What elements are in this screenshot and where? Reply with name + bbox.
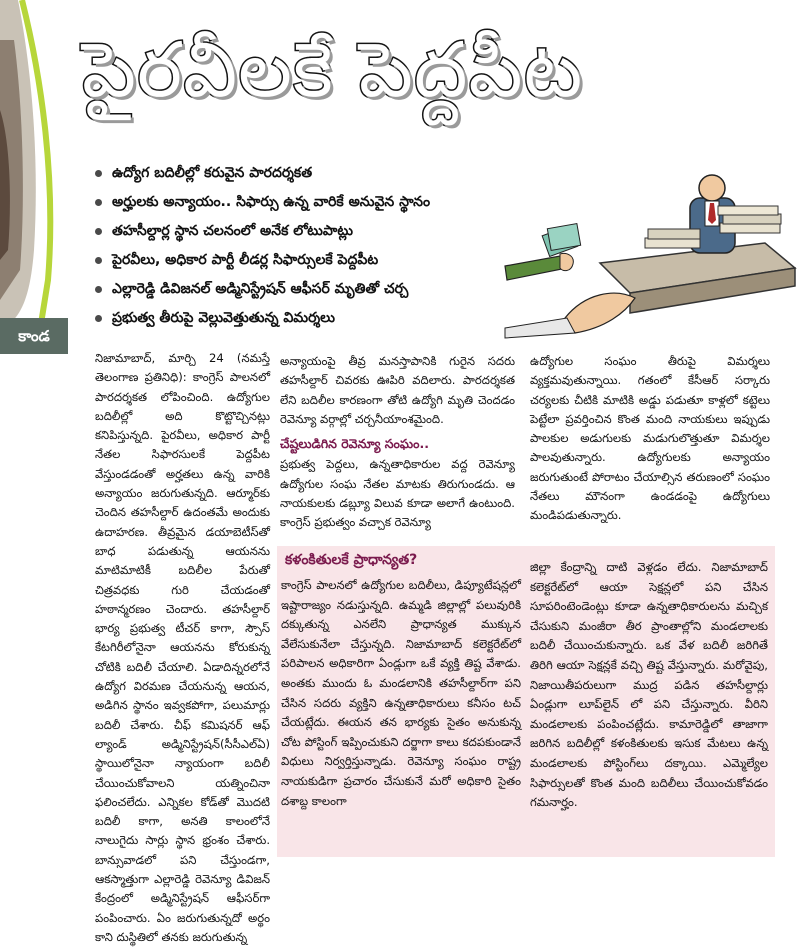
article-column-3 bbox=[530, 352, 770, 526]
paragraph: జిల్లా కేంద్రాన్ని దాటి వెళ్లడం లేదు. నిజామాబాద్ కలెక్టరేట్‌లో ఆయా సెక్షన్లలో పని చేసిన సూపరింటెండెంట్లు కూడా ఉన్నతాధికారులను మచ్చిక చేసుకుని మంజీరా తీర ప్రాంతాల్లోని మండలాలకు బదిలీ చేయించుకున్నారు. ఒక వేళ బదిలీ జరిగితే తిరిగి ఆయా సెక్షన్లకే వచ్చి తిష్ట వేస్తున్నారు. మరోవైపు, నిజాయితీపరులుగా ముద్ర పడిన తహసీల్దార్లు ఏండ్లుగా లూప్‌లైన్ లో పని చేస్తున్నారు. వీరిని మండలాలకు పంపించట్లేదు. కామారెడ్డిలో తాజాగా జరిగిన బదిలీల్లో కళంకితులకు ఇసుక మేటలు ఉన్న మండలాలకు పోస్టింగ్‌లు దక్కాయి. ఎమ్మెల్యేల సిఫార్సులతో కొంత మంది బదిలీలు చేయించుకోవడం గమనార్హం. bbox=[530, 560, 768, 810]
headline: పైరవీలకే పెద్దపీట bbox=[82, 25, 584, 114]
paragraph: నిజామాబాద్, మార్చి 24 (నమస్తే తెలంగాణ ప్రతినిధి): కాంగ్రెస్ పాలనలో పారదర్శకత లోపించింది. ఉద్యోగుల బదిలీల్లో అది కొట్టొచ్చినట్లు కనిపిస్తున్నది. పైరవీలు, అధికార పార్టీ నేతల సిఫారసులకే పెద్దపీట వేస్తుండడంతో అర్హతలు ఉన్న వారికి అన్యాయం జరుగుతున్నది. ఆర్మూర్‌కు చెందిన తహసీల్దార్ ఉదంతమే అందుకు ఉదాహరణ. తీవ్రమైన డయాబెటీస్‌తో బాధ పడుతున్న ఆయనను మాటిమాటికీ బదిలీల పేరుతో చిత్రవధకు గురి చేయడంతో హఠాన్మరణం చెందారు. తహసీల్దార్ భార్య ప్రభుత్వ టీచర్ కాగా, స్పౌస్ కేటగిరీలోనైనా ఆయనను కోరుకున్న చోటికి బదిలీ చేయాలి. ఏడాదిన్నరలోనే ఉద్యోగ విరమణ చేయనున్న ఆయన, అడిగిన స్థానం ఇవ్వకపోగా, పలుమార్లు బదిలీ చేశారు. చీఫ్ కమిషనర్ ఆఫ్ ల్యాండ్ అడ్మినిస్ట్రేషన్(సీసీఎల్ఏ) స్థాయిలోనైనా న్యాయంగా బదిలీ చేయించుకోవాలని యత్నించినా ఫలించలేదు. ఎన్నికల కోడ్‌తో మొదటి బదిలీ కాగా, అనతి కాలంలోనే నాలుగైదు సార్లు స్థాన భ్రంశం చేశారు. బాన్సువాడలో పని చేస్తుండగా, ఆకస్మాత్తుగా ఎల్లారెడ్డి రెవెన్యూ డివిజన్ కేంద్రంలో అడ్మినిస్ట్రేషన్ ఆఫీసర్‌గా పంపించారు. ఏం జరుగుతున్నదో అర్థం కాని దుస్థితిలో తనకు జరుగుతున్న bbox=[95, 351, 270, 944]
left-photo-strip bbox=[0, 0, 70, 330]
bullet-dot-icon bbox=[95, 170, 102, 177]
box-column-1 bbox=[281, 576, 521, 811]
sidebar-box bbox=[277, 546, 775, 857]
article-column-2 bbox=[280, 352, 515, 533]
bullet-item: పైరవీలు, అధికార పార్టీ లీడర్ల సిఫార్సులకే పెద్దపీట bbox=[95, 246, 510, 275]
paragraph: అన్యాయంపై తీవ్ర మనస్తాపానికి గురైన సదరు తహసీల్దార్ చివరకు ఊపిరి వదిలారు. పారదర్శకత లేని బదిలీల కారణంగా తోటి ఉద్యోగి మృతి చెందడం రెవెన్యూ వర్గాల్లో చర్చనీయాంశమైంది. bbox=[280, 354, 515, 426]
bullet-item: ప్రభుత్వ తీరుపై వెల్లువెత్తుతున్న విమర్శలు bbox=[95, 304, 510, 333]
article-column-1 bbox=[95, 349, 270, 947]
section-subheading: చేష్టలుడిగిన రెవెన్యూ సంఘం.. bbox=[280, 436, 429, 452]
paragraph: ప్రభుత్వ పెద్దలు, ఉన్నతాధికారుల వద్ద రెవెన్యూ ఉద్యోగుల సంఘ నేతల మాటకు తిరుగుండదు. ఆ నాయకులకు డబ్ల్యూ విలువ కూడా అలాగే ఉంటుంది. కాంగ్రెస్ ప్రభుత్వం వచ్చాక రెవెన్యూ bbox=[280, 457, 515, 530]
box-subheading: కళంకితులకే ప్రాధాన్యత? bbox=[285, 552, 418, 568]
box-column-2 bbox=[530, 558, 768, 813]
bullet-item: ఉద్యోగ బదిలీల్లో కరువైన పారదర్శకత bbox=[95, 159, 510, 188]
bullet-item: తహసీల్దార్ల స్థాన చలనంలో అనేక లోటుపాట్లు bbox=[95, 217, 510, 246]
bullet-dot-icon bbox=[95, 228, 102, 235]
bullet-item: అర్హులకు అన్యాయం.. సిఫార్సు ఉన్న వారికే అనువైన స్థానం bbox=[95, 188, 510, 217]
bullet-dot-icon bbox=[95, 199, 102, 206]
bullet-list bbox=[95, 159, 510, 333]
bullet-item: ఎల్లారెడ్డి డివిజనల్ అడ్మినిస్ట్రేషన్ ఆఫీసర్ మృతితో చర్చ bbox=[95, 275, 510, 304]
paragraph: ఉద్యోగుల సంఘం తీరుపై విమర్శలు వ్యక్తమవుతున్నాయి. గతంలో కేసీఆర్ సర్కారు చర్యలకు చీటికి మాటికి అడ్డు పడుతూ కాళ్లలో కట్టెలు పెట్టేలా ప్రవర్తించిన కొంత మంది నాయకులు ఇప్పుడు పాలకుల అడుగులకు మడుగులొత్తుతూ విమర్శల పాలవుతున్నారు. ఉద్యోగులకు అన్యాయం జరుగుతుంటే పోరాటం చేయాల్సిన తరుణంలో సంఘం నేతలు మౌనంగా ఉండడంపై ఉద్యోగులు మండిపడుతున్నారు. bbox=[530, 354, 770, 523]
bullet-dot-icon bbox=[95, 315, 102, 322]
bullet-dot-icon bbox=[95, 257, 102, 264]
reporter-byline: కాండ bbox=[0, 318, 68, 354]
paragraph: కాంగ్రెస్ పాలనలో ఉద్యోగుల బదిలీలు, డిప్యూటేషన్లలో ఇష్టారాజ్యం నడుస్తున్నది. ఉమ్మడి జిల్లాల్లో పలువురికి దక్కుతున్న ఎనలేని ప్రాధాన్యత ముక్కున వేలేసుకునేలా చేస్తున్నది. నిజామాబాద్ కలెక్టరేట్‌లో పరిపాలన అధికారిగా ఏండ్లుగా ఒకే వ్యక్తి తిష్ట వేశాడు. అంతకు ముందు ఓ మండలానికి తహసీల్దార్‌గా పని చేసిన సదరు వ్యక్తిని ఉన్నతాధికారులు కనీసం టచ్ చేయట్లేదు. ఈయన తన భార్యకు సైతం అనుకున్న చోట పోస్టింగ్ ఇప్పించుకుని దర్జాగా కాలు కదపకుండానే విధులు నిర్వర్తిస్తున్నాడు. రెవెన్యూ సంఘం రాష్ట్ర నాయకుడిగా ప్రచారం చేసుకునే మరో అధికారి సైతం దశాబ్ద కాలంగా bbox=[281, 578, 521, 808]
bribery-illustration bbox=[505, 168, 797, 338]
bullet-dot-icon bbox=[95, 286, 102, 293]
